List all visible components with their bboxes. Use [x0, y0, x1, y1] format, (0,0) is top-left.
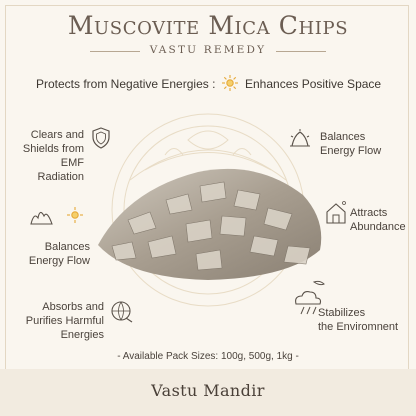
house-icon [324, 200, 348, 230]
feature-label: Absorbs and Purifies Harmful Energies [25, 301, 104, 341]
feature-purify [10, 300, 104, 342]
feature-emf [18, 128, 84, 184]
pack-sizes: - Available Pack Sizes: 100g, 500g, 1kg - [117, 351, 299, 362]
subtitle: VASTU REMEDY [149, 44, 267, 56]
feature-stabilize [318, 306, 412, 334]
feature-label: Balances Energy Flow [28, 241, 90, 267]
mica-chips-pile-image [88, 150, 328, 285]
brand-name: Vastu Mandir [151, 381, 265, 400]
fire-icon [288, 128, 312, 154]
fire-icon [28, 206, 56, 232]
product-title: Muscovite Mica Chips [67, 11, 349, 40]
feature-balance-left [16, 240, 90, 268]
feature-label: Attracts Abundance [350, 207, 406, 233]
feature-label: Clears and Shields from EMF Radiation [22, 129, 84, 183]
sun-sparkle-icon [66, 206, 84, 228]
feature-balance-right [320, 130, 400, 158]
sun-sparkle-icon [221, 74, 239, 96]
subtitle-rule-right [276, 51, 326, 52]
feature-label: Stabilizes the Enviromnent [318, 307, 399, 333]
tagline-right: Enhances Positive Space [245, 77, 382, 91]
shield-icon [90, 126, 112, 154]
tagline-left: Protects from Negative Energies : [36, 77, 216, 91]
subtitle-row [0, 44, 416, 58]
globe-leaf-icon [108, 298, 134, 328]
feature-abundance [350, 206, 412, 234]
feature-label: Balances Energy Flow [320, 131, 382, 157]
